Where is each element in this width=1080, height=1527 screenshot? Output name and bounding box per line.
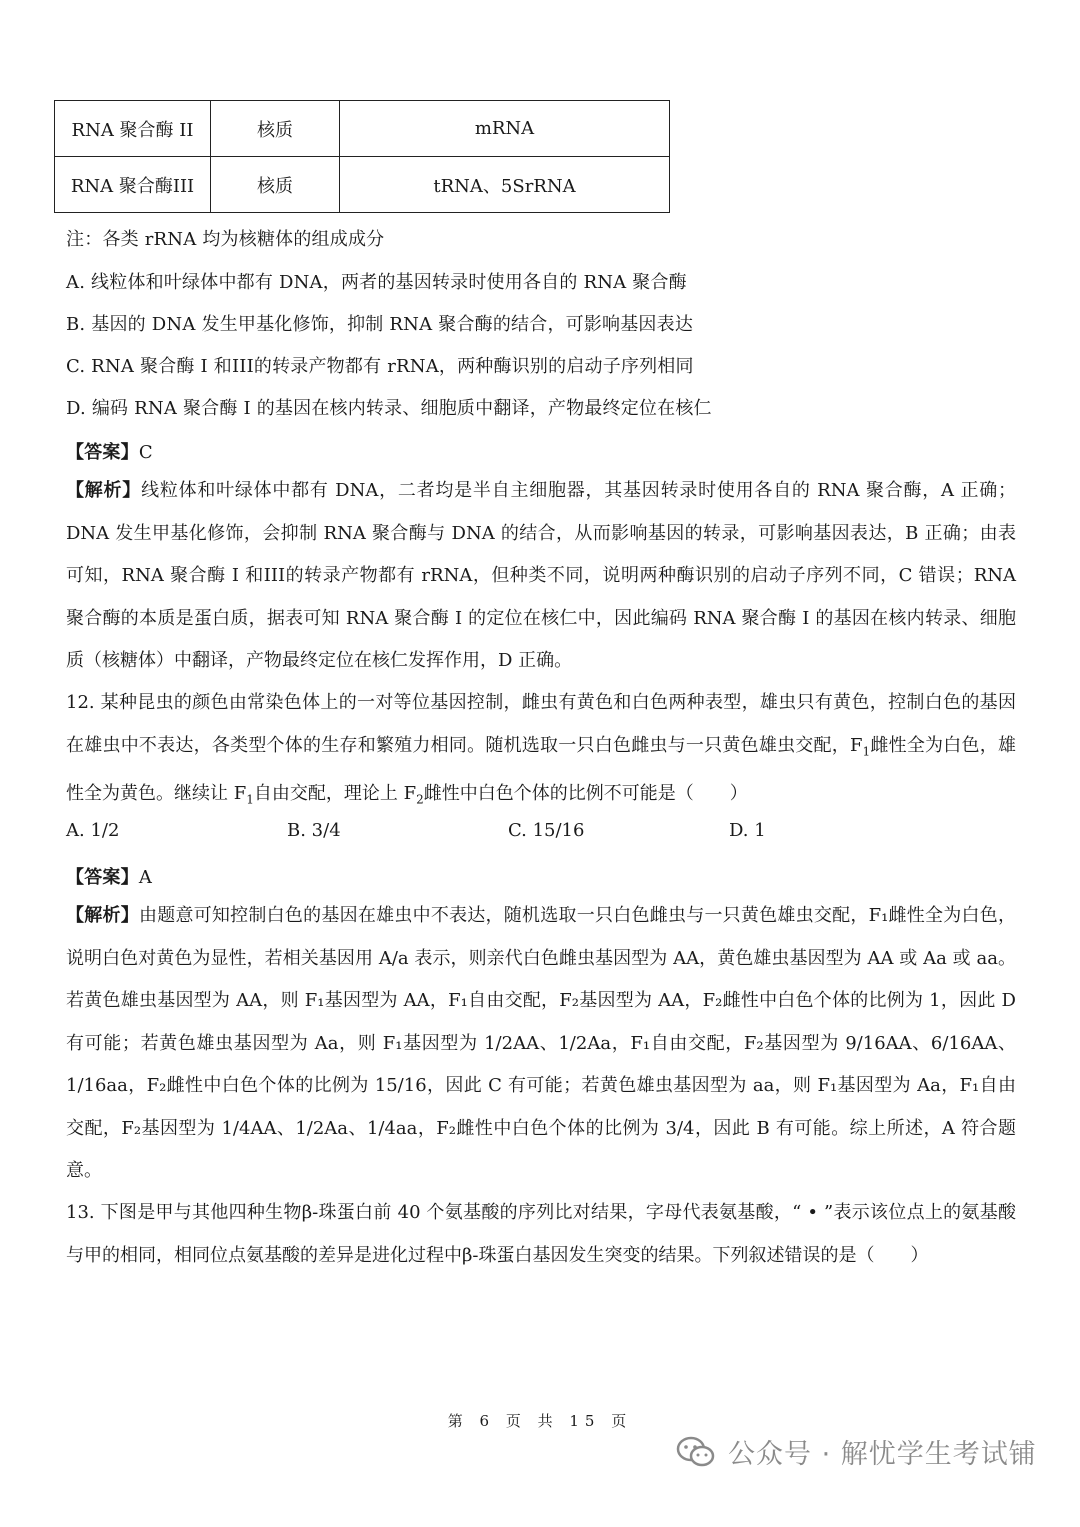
stem-text: 雌性全为白色，雄性全为黄色。继续让 F — [66, 734, 1016, 804]
q11-option-c: C. RNA 聚合酶 I 和III的转录产物都有 rRNA，两种酶识别的启动子序列相同 — [66, 356, 694, 377]
q13-stem: 13. 下图是甲与其他四种生物β-珠蛋白前 40 个氨基酸的序列比对结果，字母代表氨基酸，“ • ”表示该位点上的氨基酸与甲的相同，相同位点氨基酸的差异是进化过程中β-珠蛋白基因发生突变的结果。下列叙述错误的是（ ） — [66, 1202, 1016, 1266]
table-cell: 核质 — [211, 157, 340, 213]
watermark-text: 公众号 · 解忧学生考试铺 — [728, 1439, 1037, 1470]
table-cell: RNA 聚合酶III — [55, 157, 211, 213]
q11-option-a: A. 线粒体和叶绿体中都有 DNA，两者的基因转录时使用各自的 RNA 聚合酶 — [66, 272, 687, 293]
q11-option-b: B. 基因的 DNA 发生甲基化修饰，抑制 RNA 聚合酶的结合，可影响基因表达 — [66, 314, 694, 335]
page-number: 第 6 页 共 15 页 — [447, 1412, 633, 1430]
table-cell: 核质 — [211, 101, 340, 157]
q12-option-d: D. 1 — [729, 820, 766, 841]
subscript: 1 — [246, 792, 254, 807]
analysis-tag: 【解析】 — [66, 480, 142, 501]
analysis-text: 由题意可知控制白色的基因在雄虫中不表达，随机选取一只白色雌虫与一只黄色雄虫交配，F₁雌性全为白色，说明白色对黄色为显性，若相关基因用 A/a 表示，则亲代白色雌虫基因型为 AA，黄色雄虫基因型为 AA 或 Aa 或 aa。若黄色雄虫基因型为 AA，则 F₁基因型为 AA，F₁自由交配，F₂基因型为 AA，F₂雌性中白色个体的比例为 1，因此 D 有可能；若黄色雄虫基因型为 Aa，则 F₁基因型为 1/2AA、1/2Aa，F₁自由交配，F₂基因型为 9/16AA、6/16AA、1/16aa，F₂雌性中白色个体的比例为 15/16，因此 C 有可能；若黄色雄虫基因型为 aa，则 F₁基因型为 Aa，F₁自由交配，F₂基因型为 1/4AA、1/2Aa、1/4aa，F₂雌性中白色个体的比例为 3/4，因此 B 有可能。综上所述，A 符合题意。 — [66, 905, 1017, 1181]
watermark — [676, 1432, 1037, 1471]
answer-value: C — [138, 442, 153, 463]
q11-analysis — [66, 470, 1016, 683]
table-cell: RNA 聚合酶 II — [55, 101, 211, 157]
analysis-text: 线粒体和叶绿体中都有 DNA，二者均是半自主细胞器，其基因转录时使用各自的 RNA 聚合酶，A 正确；DNA 发生甲基化修饰，会抑制 RNA 聚合酶与 DNA 的结合，从而影响基因的转录，可影响基因表达，B 正确；由表可知，RNA 聚合酶 I 和III的转录产物都有 rRNA，但种类不同，说明两种酶识别的启动子序列不同，C 错误；RNA 聚合酶的本质是蛋白质，据表可知 RNA 聚合酶 I 的定位在核仁中，因此编码 RNA 聚合酶 I 的基因在核内转录、细胞质（核糖体）中翻译，产物最终定位在核仁发挥作用，D 正确。 — [66, 480, 1016, 671]
q12-analysis — [66, 895, 1016, 1193]
q11-answer — [66, 438, 153, 464]
q12-option-a: A. 1/2 — [66, 820, 120, 841]
table-cell: tRNA、5SrRNA — [340, 157, 670, 213]
stem-text: 雌性中白色个体的比例不可能是（ ） — [423, 782, 748, 804]
table-row — [55, 101, 670, 157]
stem-text: 自由交配，理论上 F — [253, 782, 417, 804]
answer-tag: 【答案】 — [66, 867, 139, 888]
wechat-icon — [676, 1435, 716, 1469]
analysis-tag: 【解析】 — [66, 905, 139, 926]
q12-option-b: B. 3/4 — [287, 820, 341, 841]
subscript: 2 — [416, 792, 424, 807]
table-row — [55, 157, 670, 213]
table-cell: mRNA — [340, 101, 670, 157]
q12-stem — [66, 682, 1016, 821]
q12-answer — [66, 863, 152, 889]
answer-value: A — [138, 867, 153, 888]
answer-tag: 【答案】 — [66, 442, 139, 463]
q11-option-d: D. 编码 RNA 聚合酶 I 的基因在核内转录、细胞质中翻译，产物最终定位在核仁 — [66, 398, 712, 419]
table-note: 注：各类 rRNA 均为核糖体的组成成分 — [66, 229, 385, 250]
q12-option-c: C. 15/16 — [508, 820, 585, 841]
stem-text: 12. 某种昆虫的颜色由常染色体上的一对等位基因控制，雌虫有黄色和白色两种表型，雄虫只有黄色，控制白色的基因在雄虫中不表达，各类型个体的生存和繁殖力相同。随机选取一只白色雌虫与一只黄色雄虫交配，F — [66, 692, 1016, 756]
subscript: 1 — [862, 744, 871, 759]
enzyme-table — [54, 100, 670, 213]
